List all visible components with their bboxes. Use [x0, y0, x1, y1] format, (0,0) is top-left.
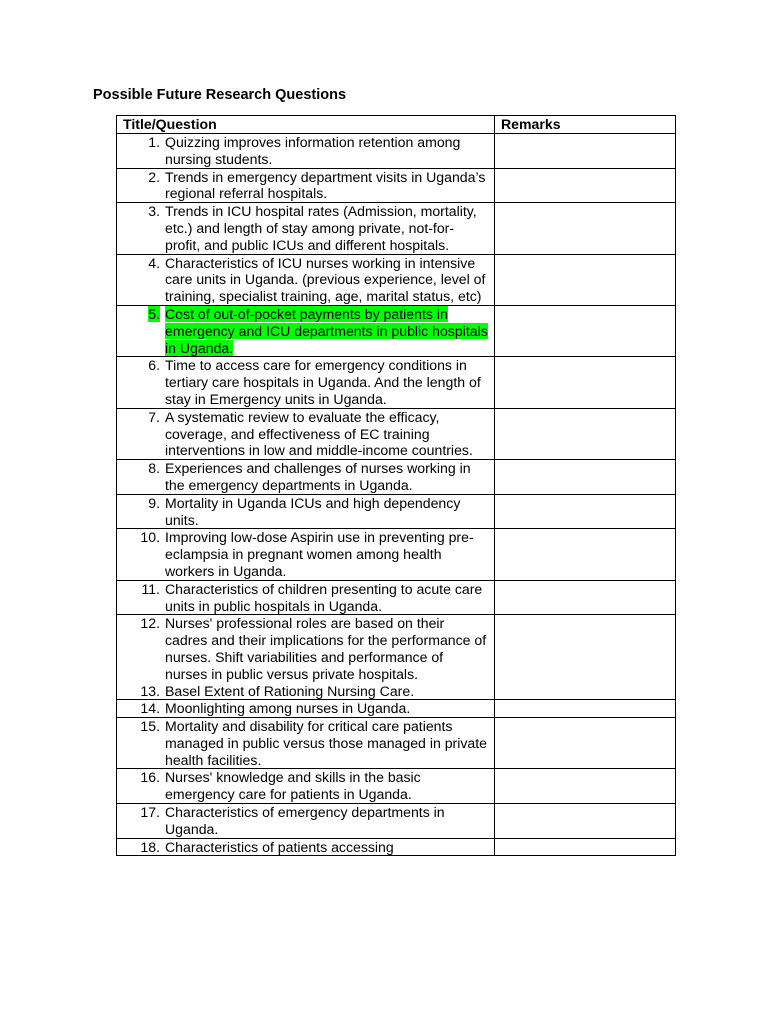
question-text [165, 718, 494, 768]
question-text-content: Mortality and disability for critical care patients managed in public versus those managed in private health facilities. [165, 718, 488, 768]
question-text [165, 169, 494, 203]
table-row [117, 460, 676, 495]
question-number [117, 769, 165, 803]
table-header-row [117, 116, 676, 134]
table-row [117, 357, 676, 408]
table-row [117, 718, 676, 769]
remarks-cell[interactable] [495, 357, 676, 408]
question-number-text: 16. [140, 769, 160, 786]
remarks-cell[interactable] [495, 254, 676, 305]
list-item [117, 769, 494, 803]
question-cell [117, 615, 495, 700]
header-remarks: Remarks [495, 116, 676, 134]
question-text [165, 306, 494, 356]
question-number [117, 581, 165, 615]
question-text-content: Cost of out-of-pocket payments by patients in emergency and ICU departments in public hospitals in Uganda. [165, 305, 488, 356]
question-number-text: 18. [140, 838, 160, 855]
question-text-content: Mortality in Uganda ICUs and high dependency units. [165, 494, 461, 528]
question-number [117, 700, 165, 717]
table-row [117, 615, 676, 700]
question-text [165, 357, 494, 407]
question-cell [117, 718, 495, 769]
question-number-text: 10. [140, 529, 160, 546]
list-item [117, 409, 494, 459]
list-item [117, 169, 494, 203]
question-text [165, 409, 494, 459]
list-item [117, 718, 494, 768]
question-number-text: 17. [140, 804, 160, 821]
question-text-content: Basel Extent of Rationing Nursing Care. [165, 682, 415, 699]
question-number [117, 169, 165, 203]
question-text [165, 615, 494, 682]
question-number-text: 9. [148, 494, 160, 511]
table-row [117, 580, 676, 615]
list-item [117, 581, 494, 615]
question-number-text: 6. [148, 357, 160, 374]
question-cell [117, 408, 495, 459]
question-cell [117, 580, 495, 615]
question-text-content: Improving low-dose Aspirin use in preventing pre-eclampsia in pregnant women among health workers in Uganda. [165, 529, 474, 579]
question-text [165, 203, 494, 253]
question-number-text: 5. [148, 305, 160, 322]
remarks-cell[interactable] [495, 134, 676, 169]
remarks-cell[interactable] [495, 838, 676, 856]
question-number-text: 7. [148, 408, 160, 425]
question-text-content: Quizzing improves information retention among nursing students. [165, 134, 461, 167]
table-row [117, 408, 676, 459]
question-number [117, 615, 165, 682]
question-number-text: 11. [141, 580, 160, 597]
question-cell [117, 769, 495, 804]
remarks-cell[interactable] [495, 305, 676, 356]
question-number-text: 2. [148, 168, 160, 185]
remarks-cell[interactable] [495, 718, 676, 769]
table-row [117, 305, 676, 356]
list-item [117, 700, 494, 717]
table-row [117, 203, 676, 254]
remarks-cell[interactable] [495, 168, 676, 203]
question-text-content: Characteristics of emergency departments in Uganda. [165, 804, 445, 837]
question-text-content: Trends in ICU hospital rates (Admission, mortality, etc.) and length of stay among private, not-for-profit, and public ICUs and different hospitals. [165, 203, 477, 253]
question-cell [117, 357, 495, 408]
list-item [117, 495, 494, 529]
question-text-content: Experiences and challenges of nurses working in the emergency departments in Uganda. [165, 460, 471, 493]
list-item [117, 615, 494, 682]
question-cell [117, 460, 495, 495]
question-number [117, 804, 165, 838]
question-cell [117, 494, 495, 529]
remarks-cell[interactable] [495, 580, 676, 615]
remarks-cell[interactable] [495, 615, 676, 700]
question-text-content: Time to access care for emergency conditions in tertiary care hospitals in Uganda. And the length of stay in Emergency units in Uganda. [165, 357, 481, 407]
list-item [117, 306, 494, 356]
table-row [117, 700, 676, 718]
question-cell [117, 529, 495, 580]
list-item [117, 460, 494, 494]
table-row [117, 494, 676, 529]
question-number-text: 12. [140, 615, 160, 632]
question-number-text: 8. [148, 460, 160, 477]
table-row [117, 134, 676, 169]
question-text-content: Trends in emergency department visits in Uganda’s regional referral hospitals. [165, 168, 486, 202]
table-row [117, 838, 676, 856]
question-number [117, 529, 165, 579]
question-number [117, 134, 165, 168]
header-title-question: Title/Question [117, 116, 495, 134]
question-number-text: 3. [148, 203, 160, 220]
question-text [165, 683, 494, 700]
table-row [117, 529, 676, 580]
remarks-cell[interactable] [495, 203, 676, 254]
question-number [117, 409, 165, 459]
question-text [165, 804, 494, 838]
remarks-cell[interactable] [495, 460, 676, 495]
remarks-cell[interactable] [495, 529, 676, 580]
question-text [165, 700, 494, 717]
question-text-content: Nurses' knowledge and skills in the basic emergency care for patients in Uganda. [165, 769, 421, 803]
question-number-text: 15. [140, 718, 160, 735]
page-title: Possible Future Research Questions [93, 87, 347, 103]
question-text-content: Nurses' professional roles are based on their cadres and their implications for the performance of nurses. Shift variabilities and performance of nurses in public versus private hospitals. [165, 615, 487, 682]
remarks-cell[interactable] [495, 494, 676, 529]
question-cell [117, 203, 495, 254]
question-text-content: Characteristics of children presenting to acute care units in public hospitals in Uganda. [165, 580, 483, 614]
table-body [117, 134, 676, 856]
question-number [117, 460, 165, 494]
list-item [117, 839, 494, 856]
list-item [117, 683, 494, 700]
question-cell [117, 254, 495, 305]
list-item [117, 529, 494, 579]
question-text [165, 255, 494, 305]
list-item [117, 255, 494, 305]
question-text [165, 460, 494, 494]
question-cell [117, 168, 495, 203]
question-number [117, 495, 165, 529]
table-row [117, 769, 676, 804]
list-item [117, 357, 494, 407]
remarks-cell[interactable] [495, 769, 676, 804]
list-item [117, 203, 494, 253]
question-number [117, 683, 165, 700]
question-text [165, 134, 494, 168]
remarks-cell[interactable] [495, 408, 676, 459]
question-number-text: 14. [140, 700, 160, 717]
question-text-content: Moonlighting among nurses in Uganda. [165, 700, 411, 717]
table-row [117, 254, 676, 305]
question-text [165, 839, 494, 856]
question-number [117, 839, 165, 856]
remarks-cell[interactable] [495, 700, 676, 718]
question-cell [117, 305, 495, 356]
question-number-text: 13. [140, 682, 160, 699]
question-number [117, 306, 165, 356]
question-cell [117, 838, 495, 856]
table-row [117, 168, 676, 203]
question-text [165, 581, 494, 615]
question-text [165, 769, 494, 803]
question-number-text: 1. [148, 134, 160, 150]
question-number [117, 718, 165, 768]
question-number [117, 357, 165, 407]
question-text-content: Characteristics of ICU nurses working in intensive care units in Uganda. (previous experience, level of training, specialist training, age, marital status, etc) [165, 254, 486, 305]
list-item [117, 134, 494, 168]
question-text [165, 529, 494, 579]
table-row [117, 804, 676, 839]
question-text [165, 495, 494, 529]
list-item [117, 804, 494, 838]
question-number-text: 4. [148, 254, 160, 271]
question-cell [117, 134, 495, 169]
question-number [117, 255, 165, 305]
question-text-content: Characteristics of patients accessing [165, 838, 394, 855]
remarks-cell[interactable] [495, 804, 676, 839]
question-number [117, 203, 165, 253]
research-questions-table [116, 115, 676, 856]
question-text-content: A systematic review to evaluate the efficacy, coverage, and effectiveness of EC training interventions in low and middle-income countries. [165, 408, 473, 459]
question-cell [117, 804, 495, 839]
question-cell [117, 700, 495, 718]
